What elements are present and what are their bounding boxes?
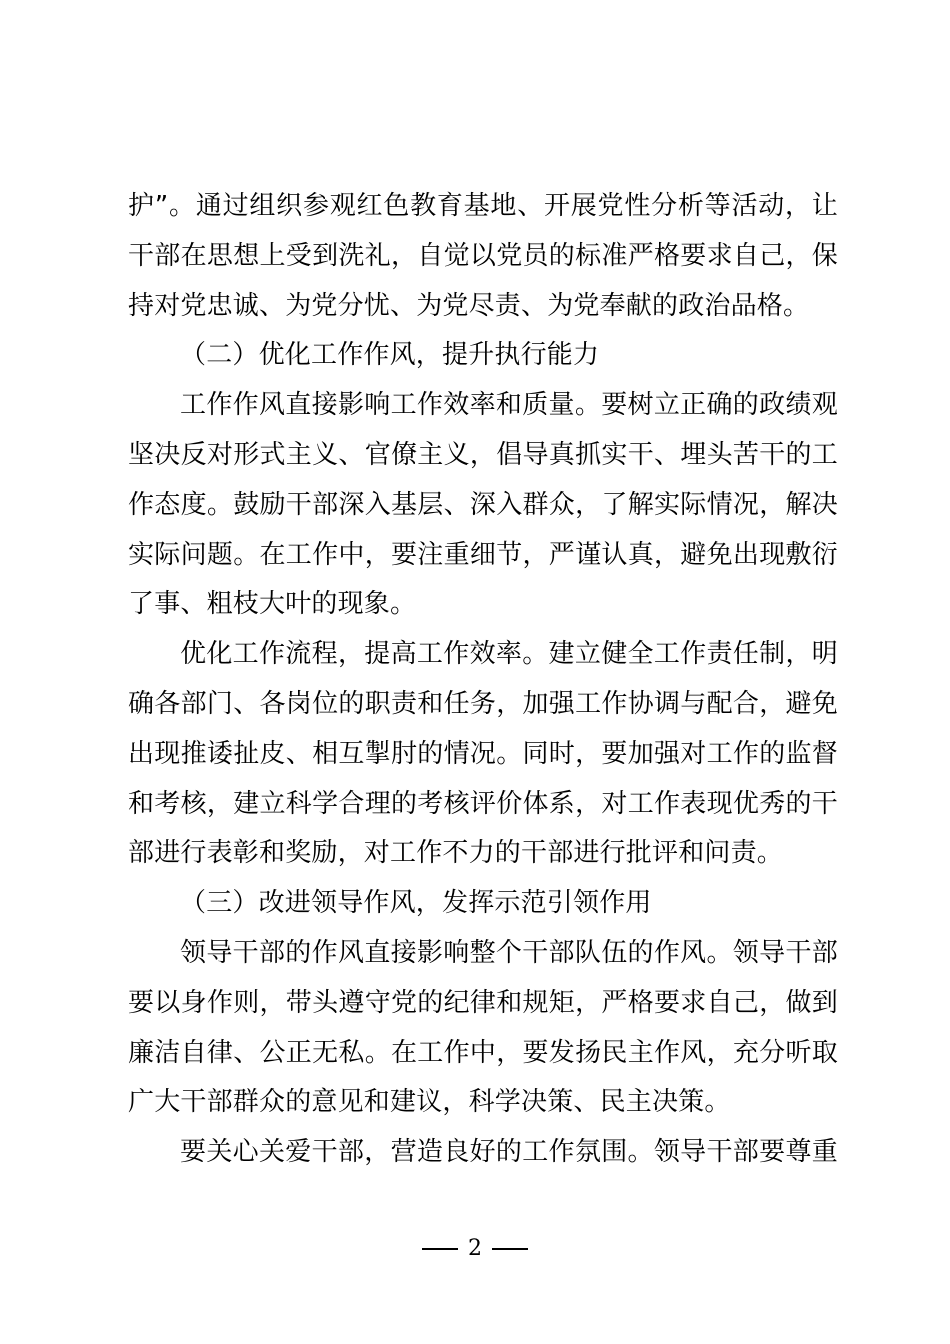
text-line-12: 出现推诿扯皮、相互掣肘的情况。同时，要加强对工作的监督 [128,738,838,769]
text-line-6: 坚决反对形式主义、官僚主义，倡导真抓实干、埋头苦干的工 [128,439,838,470]
text-line-2: 干部在思想上受到洗礼，自觉以党员的标准严格要求自己，保 [128,240,838,271]
text-line-3: 持对党忠诚、为党分忧、为党尽责、为党奉献的政治品格。 [128,290,810,321]
text-line-20: 要关心关爱干部，营造良好的工作氛围。领导干部要尊重 [180,1137,838,1168]
text-line-16: 领导干部的作风直接影响整个干部队伍的作风。领导干部 [180,937,838,968]
text-line-18: 廉洁自律、公正无私。在工作中，要发扬民主作风，充分听取 [128,1037,838,1068]
text-line-17: 要以身作则，带头遵守党的纪律和规矩，严格要求自己，做到 [128,987,838,1018]
text-line-5: 工作作风直接影响工作效率和质量。要树立正确的政绩观 [180,390,838,421]
footer-dash-right [492,1248,528,1250]
section-heading-3: （三）改进领导作风，发挥示范引领作用 [180,888,652,919]
text-line-9: 了事、粗枝大叶的现象。 [128,589,417,620]
text-line-1: 护”。通过组织参观红色教育基地、开展党性分析等活动，让 [128,191,838,221]
text-line-13: 和考核，建立科学合理的考核评价体系，对工作表现优秀的干 [128,788,838,819]
text-line-14: 部进行表彰和奖励，对工作不力的干部进行批评和问责。 [128,838,784,869]
text-line-19: 广大干部群众的意见和建议，科学决策、民主决策。 [128,1087,731,1118]
page-footer [0,1236,950,1261]
page-number: 2 [468,1236,482,1261]
text-line-11: 确各部门、各岗位的职责和任务，加强工作协调与配合，避免 [128,688,838,719]
text-line-8: 实际问题。在工作中，要注重细节，严谨认真，避免出现敷衍 [128,539,838,570]
footer-dash-left [422,1248,458,1250]
text-line-7: 作态度。鼓励干部深入基层、深入群众，了解实际情况，解决 [128,489,838,520]
text-line-10: 优化工作流程，提高工作效率。建立健全工作责任制，明 [180,639,838,670]
body-text [128,182,838,1178]
section-heading-2: （二）优化工作作风，提升执行能力 [180,340,600,371]
